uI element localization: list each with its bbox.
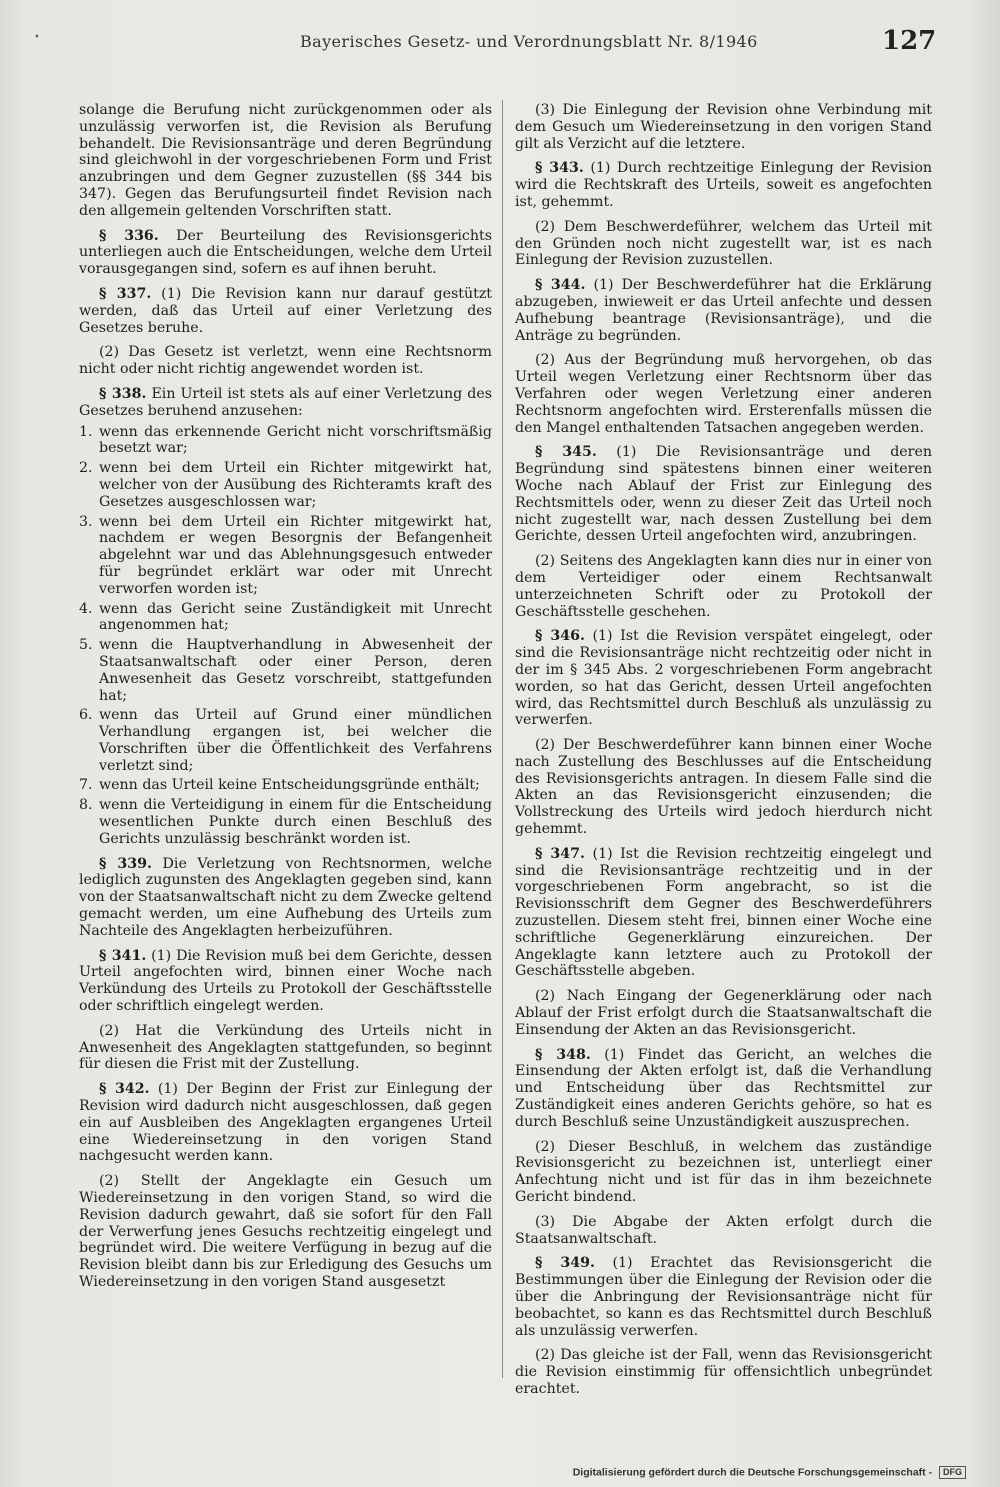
section-text: Die Verletzung von Rechtsnormen, welche lediglich zugunsten des Angeklagten gegeben sind, kann von der Staatsanwaltschaft nicht zu dem Zwecke geltend gemacht werden, um eine Aufhebung des Urteils zum Nachteile des Angeklagten herbeizuführen. <box>79 855 492 939</box>
section-number: § 343. <box>535 160 584 177</box>
list-item: 4. wenn das Gericht seine Zuständigkeit mit Unrecht angenommen hat; <box>79 600 492 634</box>
section-349 <box>515 1255 932 1339</box>
list-item: 1. wenn das erkennende Gericht nicht vorschriftsmäßig besetzt war; <box>79 423 492 457</box>
section-345 <box>515 444 932 545</box>
section-348 <box>515 1047 932 1131</box>
section-text: (1) Findet das Gericht, an welches die Einsendung der Akten erfolgt ist, daß die Verhandlung und Entscheidung über das Rechtsmittel zur Zuständigkeit eines anderen Gerichts gehöre, so hat es durch Beschluß seine Unzuständigkeit auszusprechen. <box>515 1046 933 1130</box>
list-item: 3. wenn bei dem Urteil ein Richter mitgewirkt hat, nachdem er wegen Besorgnis der Befangenheit abgelehnt war und das Ablehnungsgesuch entweder für begründet erklärt war oder mit Unrecht verworfen worden ist; <box>79 513 492 597</box>
section-343-para-2: (2) Dem Beschwerdeführer, welchem das Urteil mit den Gründen noch nicht zugestellt war, ist es nach Einlegung der Revision zuzustellen. <box>515 218 932 269</box>
column-divider <box>502 100 503 1378</box>
section-number: § 342. <box>99 1081 150 1098</box>
section-text: (1) Die Revision muß bei dem Gerichte, dessen Urteil angefochten wird, binnen einer Woche nach Verkündung des Urteils zu Protokoll der Geschäftsstelle oder schriftlich eingelegt werden. <box>79 947 492 1015</box>
section-number: § 348. <box>535 1046 591 1063</box>
section-341-para-2: (2) Hat die Verkündung des Urteils nicht in Anwesenheit des Angeklagten stattgefunden, so beginnt für diesen die Frist mit der Zustellung. <box>79 1022 492 1073</box>
section-number: § 347. <box>535 845 585 862</box>
section-number: § 338. <box>99 385 147 402</box>
section-348-para-3: (3) Die Abgabe der Akten erfolgt durch die Staatsanwaltschaft. <box>515 1213 932 1247</box>
list-item: 6. wenn das Urteil auf Grund einer mündlichen Verhandlung ergangen ist, bei welcher die Vorschriften über die Öffentlichkeit des Verfahrens verletzt sind; <box>79 707 492 774</box>
section-text: (1) Der Beginn der Frist zur Einlegung der Revision wird dadurch nicht ausgeschlossen, daß gegen ein auf Ausbleiben des Angeklagten ergangenes Urteil eine Wiedereinsetzung in den vorigen Stand nachgesucht werden kann. <box>79 1081 492 1165</box>
list-item: 2. wenn bei dem Urteil ein Richter mitgewirkt hat, welcher von der Ausübung des Richteramts kraft des Gesetzes ausgeschlossen war; <box>79 460 492 510</box>
section-344-para-2: (2) Aus der Begründung muß hervorgehen, ob das Urteil wegen Verletzung einer Rechtsnorm über das Verfahren oder wegen Verletzung einer anderen Rechtsnorm angefochten wird. Ersterenfalls müssen die den Mangel enthaltenden Tatsachen angegeben werden. <box>515 352 932 436</box>
list-item: 5. wenn die Hauptverhandlung in Abwesenheit der Staatsanwaltschaft oder einer Person, deren Anwesenheit das Gesetz vorschreibt, stattgefunden hat; <box>79 637 492 704</box>
section-342-para-2: (2) Stellt der Angeklagte ein Gesuch um Wiedereinsetzung in den vorigen Stand, so wird die Revision dadurch gewahrt, daß sie sofort für den Fall der Verwerfung jenes Gesuchs rechtzeitig eingelegt und begründet wird. Die weitere Verfügung in bezug auf die Revision bleibt dann bis zur Erledigung des Gesuchs um Wiedereinsetzung in den vorigen Stand ausgesetzt <box>79 1173 492 1290</box>
section-348-para-2: (2) Dieser Beschluß, in welchem das zuständige Revisionsgericht zu bezeichnen ist, unterliegt einer Anfechtung nicht und ist für das in ihm bezeichnete Gericht bindend. <box>515 1138 932 1206</box>
section-344 <box>515 277 932 344</box>
section-345-para-2: (2) Seitens des Angeklagten kann dies nur in einer von dem Verteidiger oder einem Rechtsanwalt unterzeichneten Schrift oder zu Protokoll der Geschäftsstelle geschehen. <box>515 553 932 620</box>
section-346 <box>515 628 932 729</box>
section-336 <box>79 228 492 278</box>
digitization-footer <box>573 1466 966 1479</box>
right-column <box>515 102 932 1406</box>
section-text: Ein Urteil ist stets als auf einer Verletzung des Gesetzes beruhend anzusehen: <box>79 385 493 419</box>
section-347-para-2: (2) Nach Eingang der Gegenerklärung oder nach Ablauf der Frist erfolgt durch die Staatsanwaltschaft die Einsendung der Akten an das Revisionsgericht. <box>515 988 932 1038</box>
section-text: (1) Die Revision kann nur darauf gestützt werden, daß das Urteil auf einer Verletzung des Gesetzes beruhe. <box>79 285 492 336</box>
section-number: § 349. <box>535 1255 595 1272</box>
paragraph-continuation: solange die Berufung nicht zurückgenommen oder als unzulässig verworfen ist, die Revision als Berufung behandelt. Die Revisionsanträge und deren Begründung sind gleichwohl in der vorgeschriebenen Form und Frist anzubringen und dem Gegner zuzustellen (§§ 344 bis 347). Gegen das Berufungsurteil findet Revision nach den allgemein geltenden Vorschriften statt. <box>79 102 492 219</box>
section-text: (1) Erachtet das Revisionsgericht die Bestimmungen über die Einlegung der Revision oder die über die Anbringung der Revisionsanträge nicht für beobachtet, so kann es das Rechtsmittel durch Beschluß als unzulässig verwerfen. <box>515 1255 932 1339</box>
section-343 <box>515 160 932 210</box>
section-text: (1) Ist die Revision verspätet eingelegt, oder sind die Revisionsanträge nicht rechtzeitig oder nicht in der im § 345 Abs. 2 vorgeschriebenen Form angebracht worden, so hat das Gericht, dessen Urteil angefochten wird, das Rechtsmittel durch Beschluß als unzulässig zu verwerfen. <box>515 628 932 729</box>
section-337-para-2: (2) Das Gesetz ist verletzt, wenn eine Rechtsnorm nicht oder nicht richtig angewendet worden ist. <box>79 344 492 378</box>
section-342 <box>79 1081 492 1165</box>
page-header <box>0 26 1000 62</box>
list-item: 7. wenn das Urteil keine Entscheidungsgründe enthält; <box>79 777 480 794</box>
section-349-para-2: (2) Das gleiche ist der Fall, wenn das Revisionsgericht die Revision einstimmig für offensichtlich unbegründet erachtet. <box>515 1347 932 1397</box>
running-title: Bayerisches Gesetz- und Verordnungsblatt Nr. 8/1946 <box>300 32 758 51</box>
section-text: (1) Der Beschwerdeführer hat die Erklärung abzugeben, inwieweit er das Urteil anfechte und dessen Aufhebung beantrage (Revisionsanträge), und die Anträge zu begründen. <box>515 277 932 344</box>
section-337 <box>79 286 492 336</box>
section-text: (1) Die Revisionsanträge und deren Begründung sind spätestens binnen einer weiteren Woche nach Ablauf der Frist zur Einlegung des Rechtsmittels oder, wenn zu dieser Zeit das Urteil noch nicht zugestellt war, nach dessen Zustellung bei dem Gerichte, dessen Urteil angefochten wird, anzubringen. <box>515 444 932 545</box>
section-text: Der Beurteilung des Revisionsgerichts unterliegen auch die Entscheidungen, welche dem Urteil vorausgegangen sind, sofern es auf ihnen beruht. <box>79 227 492 278</box>
section-342-para-3: (3) Die Einlegung der Revision ohne Verbindung mit dem Gesuch um Wiedereinsetzung in den vorigen Stand gilt als Verzicht auf die letztere. <box>515 102 932 152</box>
section-339 <box>79 856 492 940</box>
section-341 <box>79 948 492 1015</box>
section-text: (1) Durch rechtzeitige Einlegung der Revision wird die Rechtskraft des Urteils, soweit es angefochten ist, gehemmt. <box>515 160 933 210</box>
section-347 <box>515 846 932 980</box>
section-number: § 346. <box>535 628 585 645</box>
section-338 <box>79 386 492 420</box>
section-number: § 344. <box>535 277 586 294</box>
section-number: § 341. <box>99 947 147 964</box>
section-number: § 337. <box>99 285 152 302</box>
section-number: § 339. <box>99 855 152 872</box>
section-number: § 345. <box>535 444 597 461</box>
page-number: 127 <box>882 26 937 56</box>
footer-text: Digitalisierung gefördert durch die Deutsche Forschungsgemeinschaft - <box>572 1466 933 1479</box>
section-text: (1) Ist die Revision rechtzeitig eingelegt und sind die Revisionsanträge rechtzeitig und in der vorgeschriebenen Form angebracht, so ist die Revisionsschrift dem Gegner des Beschwerdeführers zuzustellen. Diesem steht frei, binnen einer Woche eine schriftliche Gegenerklärung einzureichen. Der Angeklagte kann letztere auch zu Protokoll der Geschäftsstelle abgeben. <box>515 845 933 980</box>
list-item: 8. wenn die Verteidigung in einem für die Entscheidung wesentlichen Punkte durch einen Beschluß des Gerichts unzulässig beschränkt worden ist. <box>79 797 492 847</box>
dfg-logo: DFG <box>939 1466 966 1479</box>
left-column <box>79 102 492 1299</box>
margin-dot: • <box>34 32 40 43</box>
section-338-list <box>79 424 492 848</box>
section-number: § 336. <box>99 227 159 244</box>
section-346-para-2: (2) Der Beschwerdeführer kann binnen einer Woche nach Zustellung des Beschlusses auf die Entscheidung des Revisionsgerichts antragen. In diesem Falle sind die Akten an das Revisionsgericht einzusenden; die Vollstreckung des Urteils wird jedoch hierdurch nicht gehemmt. <box>515 737 932 838</box>
